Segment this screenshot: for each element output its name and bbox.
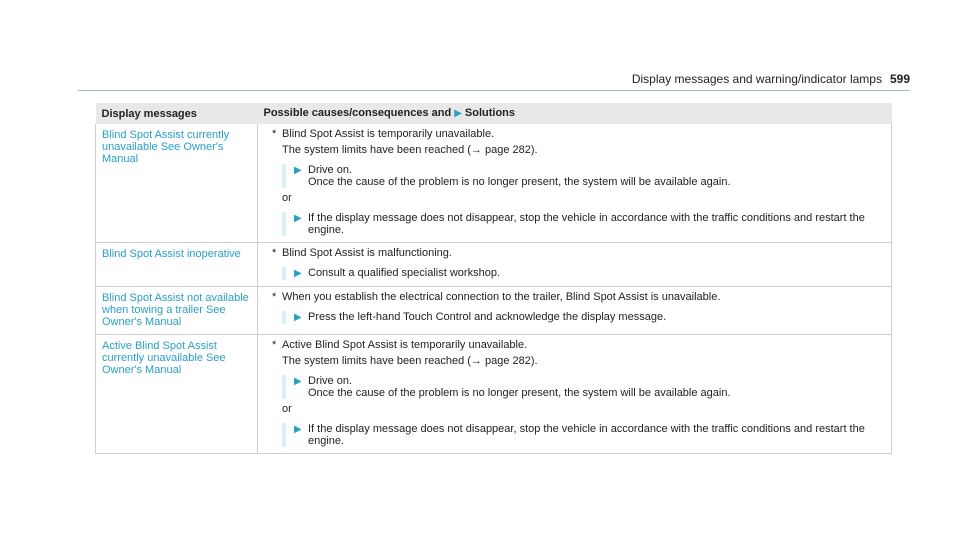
col2-header-suffix: Solutions <box>464 107 516 119</box>
play-arrow-icon: ▶ <box>294 213 302 224</box>
solution-cell <box>258 243 892 287</box>
solution-cell <box>258 335 892 454</box>
cause-text: Blind Spot Assist is malfunctioning. <box>282 247 452 259</box>
display-message-cell: Blind Spot Assist inoperative <box>96 243 258 287</box>
or-text: or <box>282 192 292 204</box>
display-messages-table <box>95 103 892 454</box>
note-text: The system limits have been reached (→ page 282). <box>282 355 538 367</box>
solution-cell <box>258 124 892 243</box>
cause-text: When you establish the electrical connection to the trailer, Blind Spot Assist is unavailable. <box>282 291 721 303</box>
page-number: 599 <box>889 72 910 86</box>
table-row <box>96 124 892 243</box>
action-text: Drive on. <box>308 164 353 176</box>
action-step <box>272 423 885 447</box>
action-text: If the display message does not disappear, stop the vehicle in accordance with the traffic conditions and restart the engine. <box>308 423 865 447</box>
play-arrow-icon: ▶ <box>454 108 462 119</box>
header-title: Display messages and warning/indicator lamps <box>631 72 882 86</box>
display-message-cell: Blind Spot Assist not available when towing a trailer See Owner's Manual <box>96 287 258 335</box>
table-row <box>96 335 892 454</box>
header-divider <box>78 90 910 91</box>
action-step <box>272 164 885 188</box>
action-text: Press the left-hand Touch Control and acknowledge the display message. <box>308 311 667 323</box>
bullet-star: * <box>272 291 277 303</box>
play-arrow-icon: ▶ <box>294 165 302 176</box>
play-arrow-icon: ▶ <box>294 268 302 279</box>
action-detail: Once the cause of the problem is no longer present, the system will be available again. <box>308 176 731 188</box>
solution-cell <box>258 287 892 335</box>
action-step <box>272 267 885 280</box>
display-message-cell: Active Blind Spot Assist currently unavailable See Owner's Manual <box>96 335 258 454</box>
bullet-star: * <box>272 339 277 351</box>
page-header <box>620 72 910 86</box>
note-text: The system limits have been reached (→ page 282). <box>282 144 538 156</box>
or-text: or <box>282 403 292 415</box>
action-step <box>272 311 885 324</box>
display-message-cell: Blind Spot Assist currently unavailable See Owner's Manual <box>96 124 258 243</box>
col2-header-prefix: Possible causes/consequences and <box>263 107 452 119</box>
play-arrow-icon: ▶ <box>294 424 302 435</box>
action-text: Consult a qualified specialist workshop. <box>308 267 500 279</box>
action-detail: Once the cause of the problem is no longer present, the system will be available again. <box>308 387 731 399</box>
table-row <box>96 287 892 335</box>
table-header-row <box>96 103 892 124</box>
play-arrow-icon: ▶ <box>294 376 302 387</box>
bullet-star: * <box>272 128 277 140</box>
column-header-messages: Display messages <box>96 103 258 124</box>
action-text: Drive on. <box>308 375 353 387</box>
cause-text: Blind Spot Assist is temporarily unavailable. <box>282 128 495 140</box>
table-row <box>96 243 892 287</box>
column-header-solutions <box>258 103 892 124</box>
action-step <box>272 212 885 236</box>
play-arrow-icon: ▶ <box>294 312 302 323</box>
bullet-star: * <box>272 247 277 259</box>
action-step <box>272 375 885 399</box>
cause-text: Active Blind Spot Assist is temporarily unavailable. <box>282 339 528 351</box>
action-text: If the display message does not disappear, stop the vehicle in accordance with the traffic conditions and restart the engine. <box>308 212 865 236</box>
